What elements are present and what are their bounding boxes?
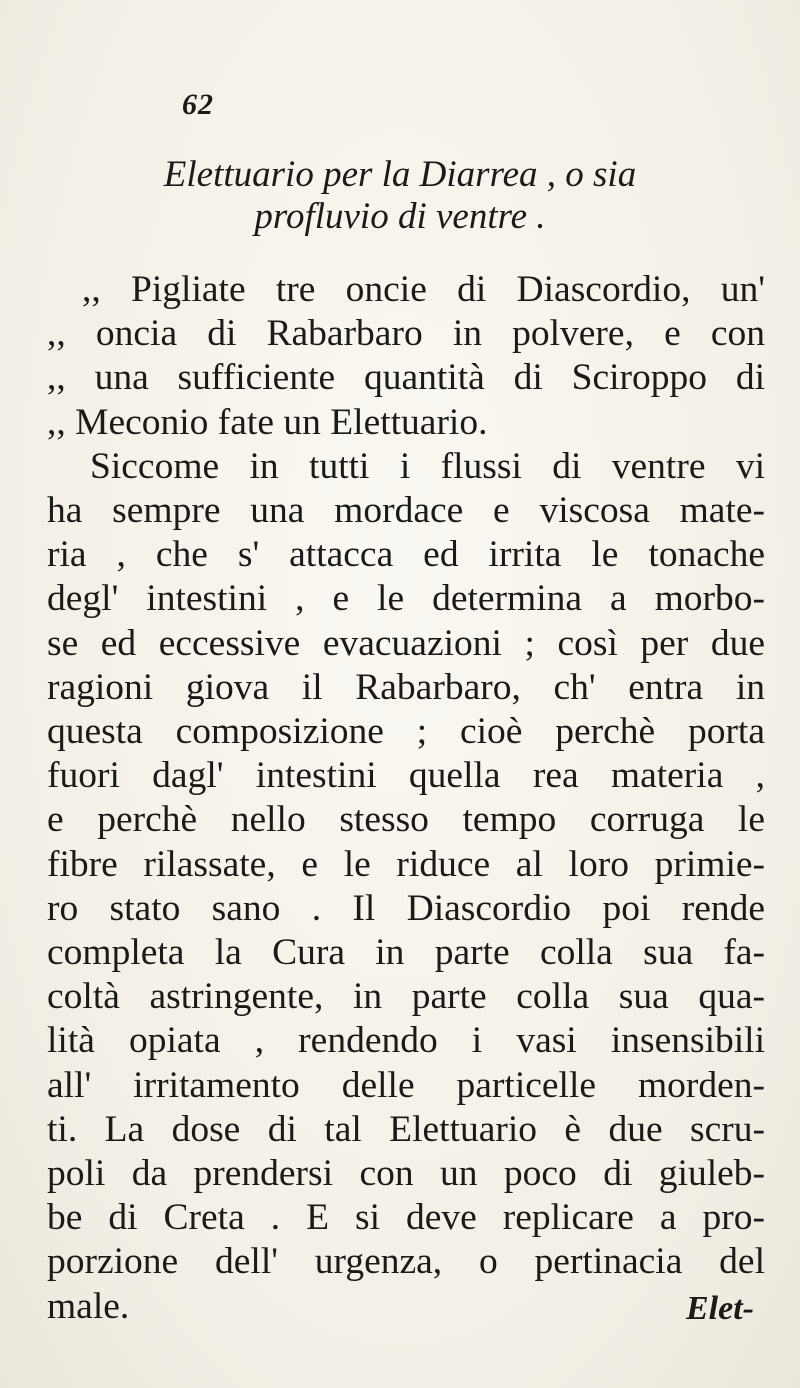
text-line: be di Creta . E si deve replicare a pro- [47, 1197, 765, 1239]
text-line: lità opiata , rendendo i vasi insensibili [47, 1020, 765, 1062]
catchword: Elet- [686, 1290, 754, 1327]
text-line: porzione dell' urgenza, o pertinacia del [47, 1241, 765, 1283]
text-line: male. [47, 1285, 130, 1327]
text-line: ,, una sufficiente quantità di Sciroppo di [47, 357, 765, 399]
text-line: ha sempre una mordace e viscosa mate- [47, 490, 765, 532]
text-line: coltà astringente, in parte colla sua qua- [47, 976, 765, 1018]
text-line: poli da prendersi con un poco di giuleb- [47, 1153, 765, 1195]
page-number: 62 [182, 88, 214, 121]
section-title-line-1: Elettuario per la Diarrea , o sia [163, 154, 637, 195]
text-line: e perchè nello stesso tempo corruga le [47, 799, 765, 841]
text-line: ,, Meconio fate un Elettuario. [47, 401, 488, 443]
text-line: se ed eccessive evacuazioni ; così per due [47, 622, 765, 664]
text-line: questa composizione ; cioè perchè porta [47, 711, 765, 753]
text-line: ,, oncia di Rabarbaro in polvere, e con [47, 313, 765, 355]
text-line: all' irritamento delle particelle morden- [47, 1064, 765, 1106]
text-line: Siccome in tutti i flussi di ventre vi [90, 445, 765, 487]
text-line: ti. La dose di tal Elettuario è due scru- [47, 1108, 765, 1150]
section-title-line-2: profluvio di ventre . [254, 196, 546, 237]
text-line: fibre rilassate, e le riduce al loro primie- [47, 843, 765, 885]
text-line: ria , che s' attacca ed irrita le tonache [47, 534, 765, 576]
text-line: ro stato sano . Il Diascordio poi rende [47, 887, 765, 929]
text-line: degl' intestini , e le determina a morbo- [47, 578, 765, 620]
text-line: ragioni giova il Rabarbaro, ch' entra in [47, 666, 765, 708]
text-line: fuori dagl' intestini quella rea materia , [47, 755, 765, 797]
text-line: completa la Cura in parte colla sua fa- [47, 932, 765, 974]
body-text [47, 268, 765, 1329]
text-line: ,, Pigliate tre oncie di Diascordio, un' [82, 269, 765, 310]
